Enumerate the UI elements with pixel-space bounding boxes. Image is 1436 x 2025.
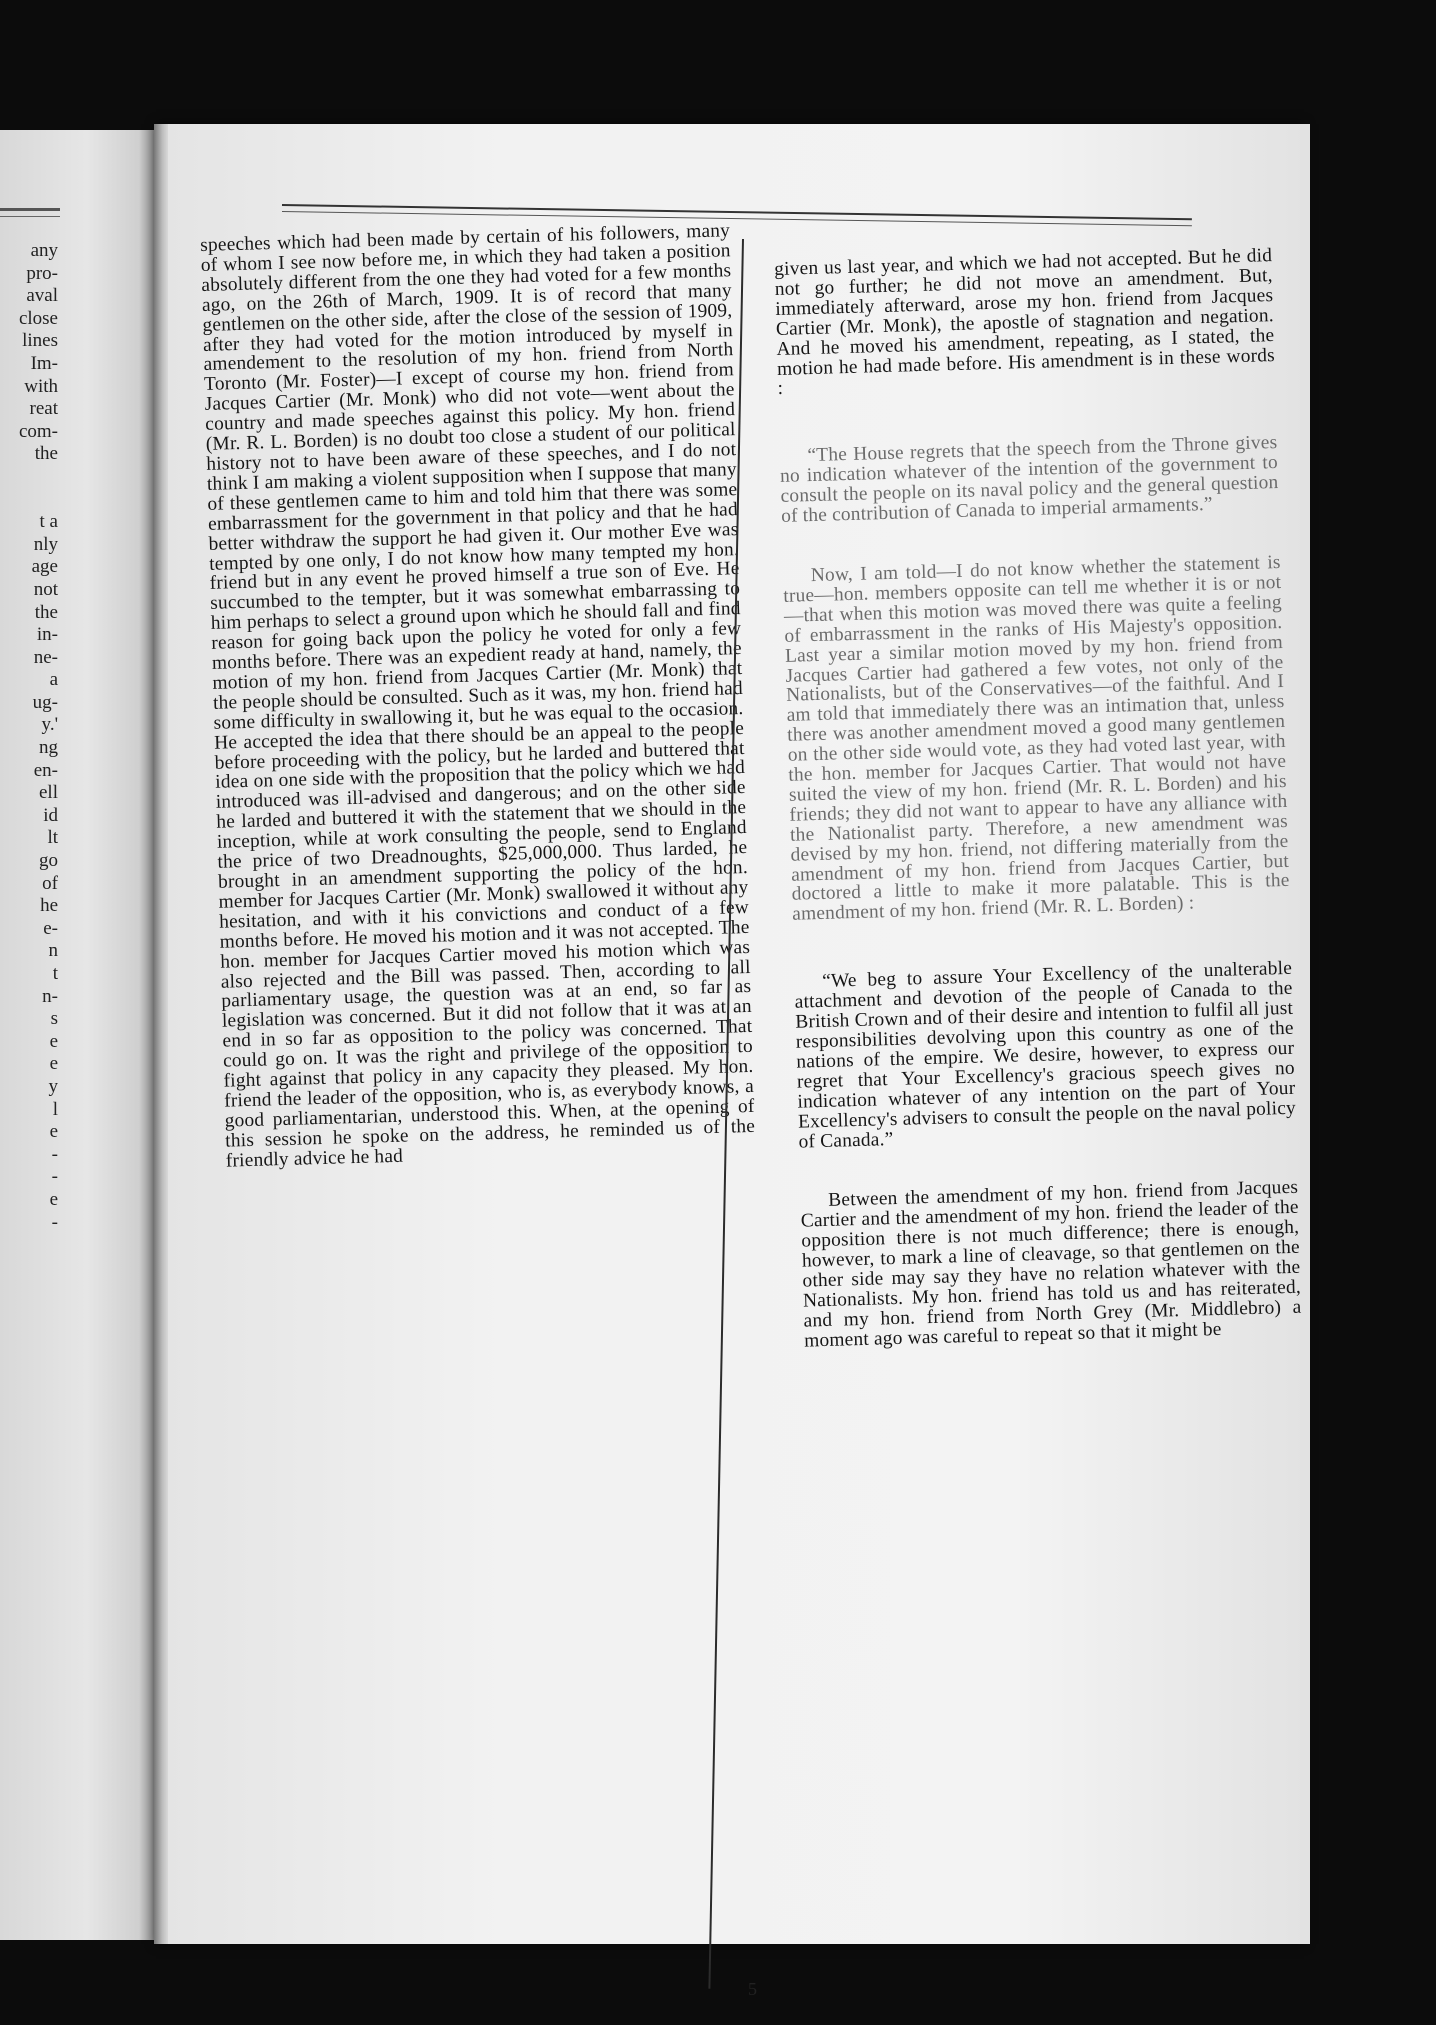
facing-page-line: ell	[39, 782, 58, 804]
facing-page-line: Im-	[30, 352, 58, 374]
facing-page-line: e	[49, 1030, 58, 1052]
facing-page-line: with	[24, 375, 58, 397]
facing-page-line: -	[51, 1211, 58, 1233]
facing-page-line: e	[49, 1188, 58, 1210]
facing-page-line: any	[30, 240, 58, 261]
right-paragraph-1: given us last year, and which we had not accepted. But he did not go further; he did not move an amendment. But, immediately afterward, arose my hon. friend from Jacques Cartier (Mr. Monk), the apostle of stagnation and negation. And he moved his amendment, repeating, as I stated, the motion he had made before. His amendment is in these words :	[773, 245, 1276, 400]
facing-page-line: of	[42, 872, 58, 894]
quoted-amendment-borden: “We beg to assure Your Excellency of the unalterable attachment and devotion of the people of Canada to the British Crown and of their desire and intention to fulfil all just responsibilities devolving upon this country as one of the nations of the empire. We desire, however, to express our regret that Your Excellency's gracious speech gives no indication whatever of any intention on the part of Your Excellency's advisers to consult the people on the naval policy of Canada.”	[794, 958, 1297, 1153]
facing-page-line: pro-	[26, 262, 58, 284]
page-gutter	[154, 124, 168, 1944]
page-number: 5	[748, 1979, 757, 1999]
facing-page-rule-thin	[0, 216, 60, 217]
facing-page-line: age	[31, 556, 58, 578]
quoted-amendment-monk: “The House regrets that the speech from the Throne gives no indication whatever of the intention of the government to consult the people on its naval policy and the general question of the contribution of Canada to imperial armaments.”	[779, 432, 1279, 527]
document-page	[162, 124, 1310, 1999]
facing-page-line: the	[34, 443, 58, 465]
right-paragraph-2: Now, I am told—I do not know whether the statement is true—hon. members opposite can tell me whether it is or not—that when this motion was moved there was quite a feeling of embarrassment in the ranks of His Majesty's opposition. Last year a similar motion moved by my hon. friend from Jacques Cartier had gathered a few votes, not only of the Nationalists, but of the Conservatives—of the faithful. And I am told that immediately there was an intimation that, unless there was another amendment moved a good many gentlemen on the other side would vote, as they had voted last year, with the hon. member for Jacques Cartier. That would not have suited the view of my hon. friend (Mr. R. L. Borden) and his friends; they did not want to appear to have any alliance with the Nationalist party. Therefore, a new amendment was devised by my hon. friend, not differing materially from the amendment of my hon. friend from Jacques Cartier, but doctored a little to make it more palatable. This is the amendment of my hon. friend (Mr. R. L. Borden) :	[783, 551, 1290, 926]
facing-page-line: ug-	[32, 691, 58, 713]
header-rule-thin	[282, 211, 1192, 226]
left-column-text: speeches which had been made by certain of his followers, many of whom I see now before me, in which they had taken a position absolutely different from the one they had voted for a few months ago, on the 26th of March, 1909. It is of record that many gentlemen on the other side, after the close of the session of 1909, after they had voted for the motion introduced by myself in amendement to the resolution of my hon. friend from North Toronto (Mr. Foster)—I except of course my hon. friend from Jacques Cartier (Mr. Monk) who did not vote—went about the country and made speeches against this policy. My hon. friend (Mr. R. L. Borden) is no doubt too close a student of our political history not to have been aware of these speeches, and I do not think I am making a violent supposition when I suppose that many of these gentlemen came to him and told him that there was some embarrassment for the government in that policy and that he had better withdraw the support he had given it. Our mother Eve was tempted by one only, I do not know how many tempted my hon. friend but in any event he proved himself a true son of Eve. He succumbed to the tempter, but it was somewhat embarrassing to him perhaps to select a ground upon which he should fall and find reason for going back upon the policy he voted for only a few months before. There was an expedient ready at hand, namely, the motion of my hon. friend from Jacques Cartier (Mr. Monk) that the people should be consulted. Such as it was, my hon. friend had some difficulty in swallowing it, but he was equal to the occasion. He accepted the idea that there should be an appeal to the people before proceeding with the policy, but he larded and buttered that idea on one side with the proposition that the policy which we had introduced was ill-advised and dangerous; and on the other side he larded and buttered it with the statement that we should in the inception, while at work consulting the people, send to England the price of two Dreadnoughts, $25,000,000. Thus larded, he brought in an amendment supporting the policy of the hon. member for Jacques Cartier (Mr. Monk) swallowed it without any hesitation, and with it his convictions and conduct of a few months before. He moved his motion and it was not accepted. The hon. member for Jacques Cartier moved his motion which was also rejected and the Bill was passed. Then, according to all parliamentary usage, the question was at an end, so far as legislation was concerned. But it did not follow that it was at an end in so far as opposition to the policy was concerned. That could go on. It was the right and privilege of the opposition to fight against that policy in any capacity they pleased. My hon. friend the leader of the opposition, who is, as everybody knows, a good parliamentarian, understood this. When, at the opening of this session he spoke on the address, he reminded us of the friendly advice he had	[199, 220, 756, 1172]
facing-page-line: not	[33, 578, 58, 600]
facing-page-line: -	[51, 1166, 58, 1188]
facing-page-line: ng	[39, 737, 58, 759]
facing-page-line: n-	[42, 985, 58, 1007]
facing-page-line: he	[40, 895, 58, 917]
right-paragraph-3: Between the amendment of my hon. friend from Jacques Cartier and the amendment of my hon. friend the leader of the opposition there is not much difference; there is enough, however, to mark a line of cleavage, so that gentlemen on the other side may say they have no relation whatever with the Nationalists. My hon. friend has told us and has reiterated, and my hon. friend from North Grey (Mr. Middlebro) a moment ago was careful to repeat so that it might be	[800, 1177, 1302, 1352]
facing-page-line	[19, 466, 58, 489]
facing-page-line: l	[52, 1098, 58, 1120]
facing-page-line: e-	[43, 917, 58, 939]
facing-page-line: en-	[33, 759, 58, 781]
facing-page-line: reat	[29, 398, 58, 420]
facing-page-line: y.'	[41, 714, 58, 736]
facing-page-line: t a	[39, 511, 58, 533]
facing-page-line: ne-	[33, 646, 58, 668]
facing-page-rule	[0, 208, 60, 211]
facing-page-line	[19, 489, 58, 512]
facing-page-line: com-	[18, 420, 58, 442]
facing-page-line: in-	[36, 624, 58, 646]
facing-page-line: e	[49, 1121, 58, 1143]
facing-page-line: lt	[47, 827, 58, 849]
facing-page-line: nly	[33, 533, 58, 555]
facing-page-line: lines	[22, 330, 58, 352]
right-column	[774, 246, 1302, 1351]
facing-page-line: -	[51, 1143, 58, 1165]
facing-page-line: the	[34, 601, 58, 623]
facing-page-line: n	[48, 940, 58, 962]
facing-page-line: t	[52, 963, 58, 984]
facing-page-line: aval	[26, 285, 58, 307]
facing-page-line: close	[18, 307, 58, 329]
left-column	[200, 221, 756, 1171]
facing-page-line: e	[49, 1053, 58, 1075]
facing-page-line: id	[43, 804, 58, 826]
facing-page-line: go	[39, 850, 58, 872]
facing-page-line-ends	[19, 240, 58, 1234]
facing-page-line: y	[48, 1075, 58, 1097]
facing-page-line: a	[49, 669, 58, 691]
facing-page-fragment	[0, 130, 158, 1940]
facing-page-line: s	[50, 1008, 58, 1030]
